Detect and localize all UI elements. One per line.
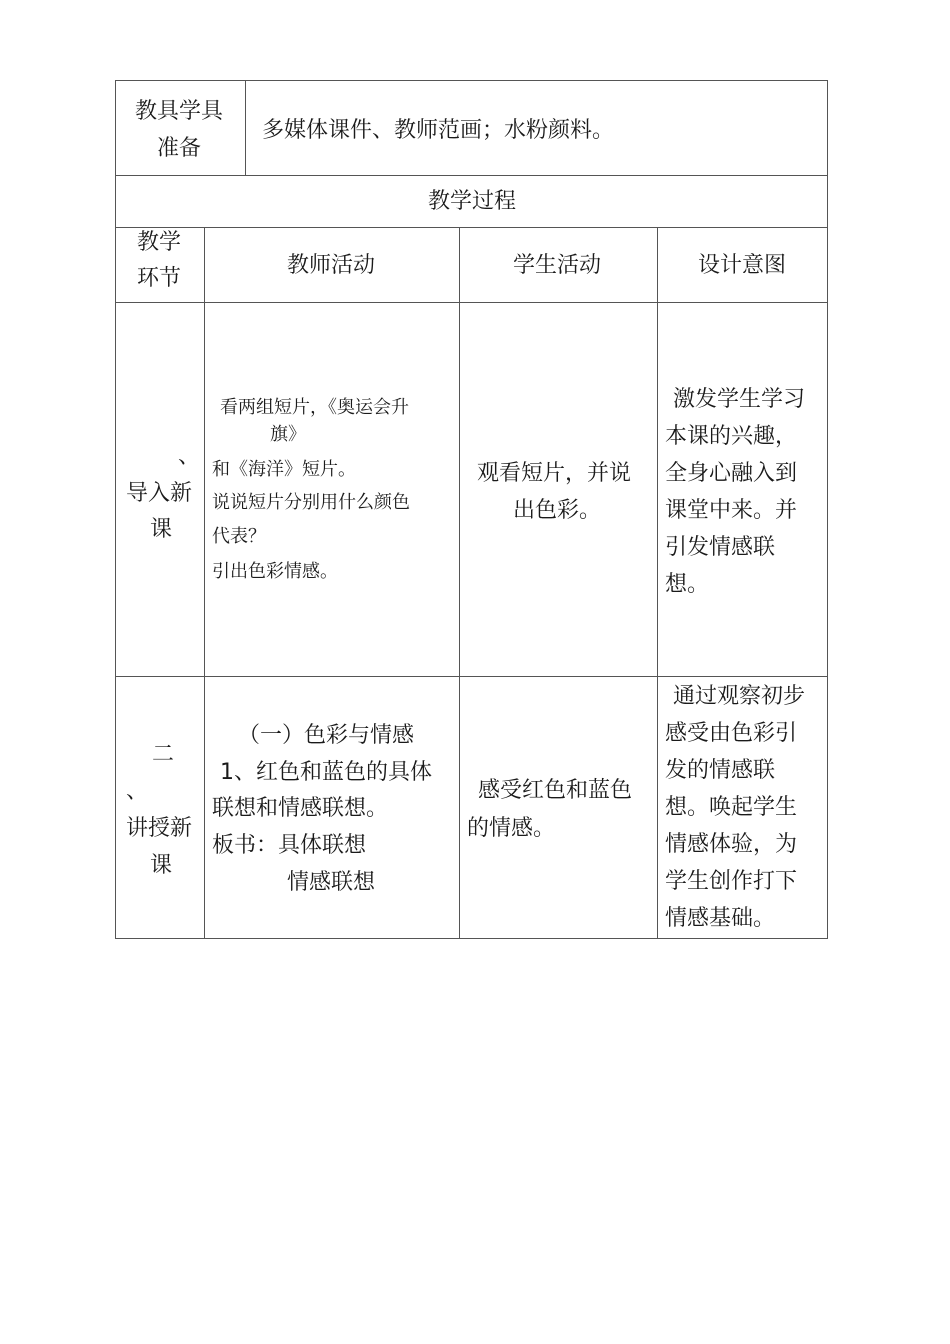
table-rule-after-prep xyxy=(115,175,828,176)
table-rule-after-title xyxy=(115,227,828,228)
prep-content: 多媒体课件、教师范画；水粉颜料。 xyxy=(262,118,615,143)
row2-stage-mark: 、 xyxy=(126,779,149,804)
row1-intent-line: 本课的兴趣， xyxy=(665,424,798,449)
row2-student-line: 的情感。 xyxy=(467,816,556,841)
process-title: 教学过程 xyxy=(428,189,517,214)
teacher-column-divider xyxy=(459,227,460,939)
prep-label-line1: 教具学具 xyxy=(135,99,224,124)
row1-intent-line: 课堂中来。并 xyxy=(665,498,798,523)
row2-intent-line: 发的情感联 xyxy=(665,758,776,783)
row1-intent-line: 引发情感联 xyxy=(665,535,776,560)
student-column-divider xyxy=(657,227,658,939)
prep-label-line2: 准备 xyxy=(157,136,202,161)
row2-intent-line: 想。唤起学生 xyxy=(665,795,798,820)
row2-intent-line: 学生创作打下 xyxy=(665,869,798,894)
table-border-top xyxy=(115,80,828,81)
stage-column-divider xyxy=(204,227,205,939)
header-student-activity: 学生活动 xyxy=(513,253,602,278)
header-design-intent: 设计意图 xyxy=(698,253,787,278)
row1-intent-line: 激发学生学习 xyxy=(673,387,806,412)
table-border-left xyxy=(115,80,116,939)
row1-stage-mark: 、 xyxy=(178,444,201,469)
row1-intent-line: 全身心融入到 xyxy=(665,461,798,486)
row2-teacher-line: 联想和情感联想。 xyxy=(212,796,389,821)
row2-teacher-line: （一）色彩与情感 xyxy=(238,723,415,748)
row1-teacher-line: 代表？ xyxy=(212,526,266,547)
row1-student-line: 观看短片，并说 xyxy=(477,461,632,486)
row2-intent-line: 情感基础。 xyxy=(665,906,776,931)
header-stage-line2: 环节 xyxy=(137,266,182,291)
row2-teacher-line: 板书：具体联想 xyxy=(212,833,367,858)
row2-intent-line: 感受由色彩引 xyxy=(665,721,798,746)
row1-teacher-line: 引出色彩情感。 xyxy=(212,561,338,582)
row2-stage-line2: 课 xyxy=(150,853,173,878)
row1-student-line: 出色彩。 xyxy=(513,498,602,523)
table-rule-after-headers xyxy=(115,302,828,303)
row1-intent-line: 想。 xyxy=(665,572,710,597)
header-stage-line1: 教学 xyxy=(137,230,182,255)
row2-stage-line1: 讲授新 xyxy=(126,816,193,841)
row2-intent-line: 通过观察初步 xyxy=(673,684,806,709)
header-teacher-activity: 教师活动 xyxy=(287,253,376,278)
table-rule-after-row1 xyxy=(115,676,828,677)
prep-divider xyxy=(245,80,246,176)
row1-teacher-line: 和《海洋》短片。 xyxy=(212,459,356,480)
row2-teacher-line: 情感联想 xyxy=(287,870,376,895)
row2-student-line: 感受红色和蓝色 xyxy=(478,778,633,803)
row1-teacher-line: 旗》 xyxy=(270,424,306,445)
row1-teacher-line: 说说短片分别用什么颜色 xyxy=(212,492,410,513)
table-border-bottom xyxy=(115,938,828,939)
row2-intent-line: 情感体验，为 xyxy=(665,832,798,857)
row2-stage-number: 二 xyxy=(152,742,175,767)
row1-stage-line2: 课 xyxy=(150,517,173,542)
table-border-right xyxy=(827,80,828,939)
row1-teacher-line: 看两组短片，《奥运会升 xyxy=(220,397,409,418)
row2-teacher-line: 1、红色和蓝色的具体 xyxy=(220,760,432,785)
row1-stage-line1: 导入新 xyxy=(126,481,193,506)
